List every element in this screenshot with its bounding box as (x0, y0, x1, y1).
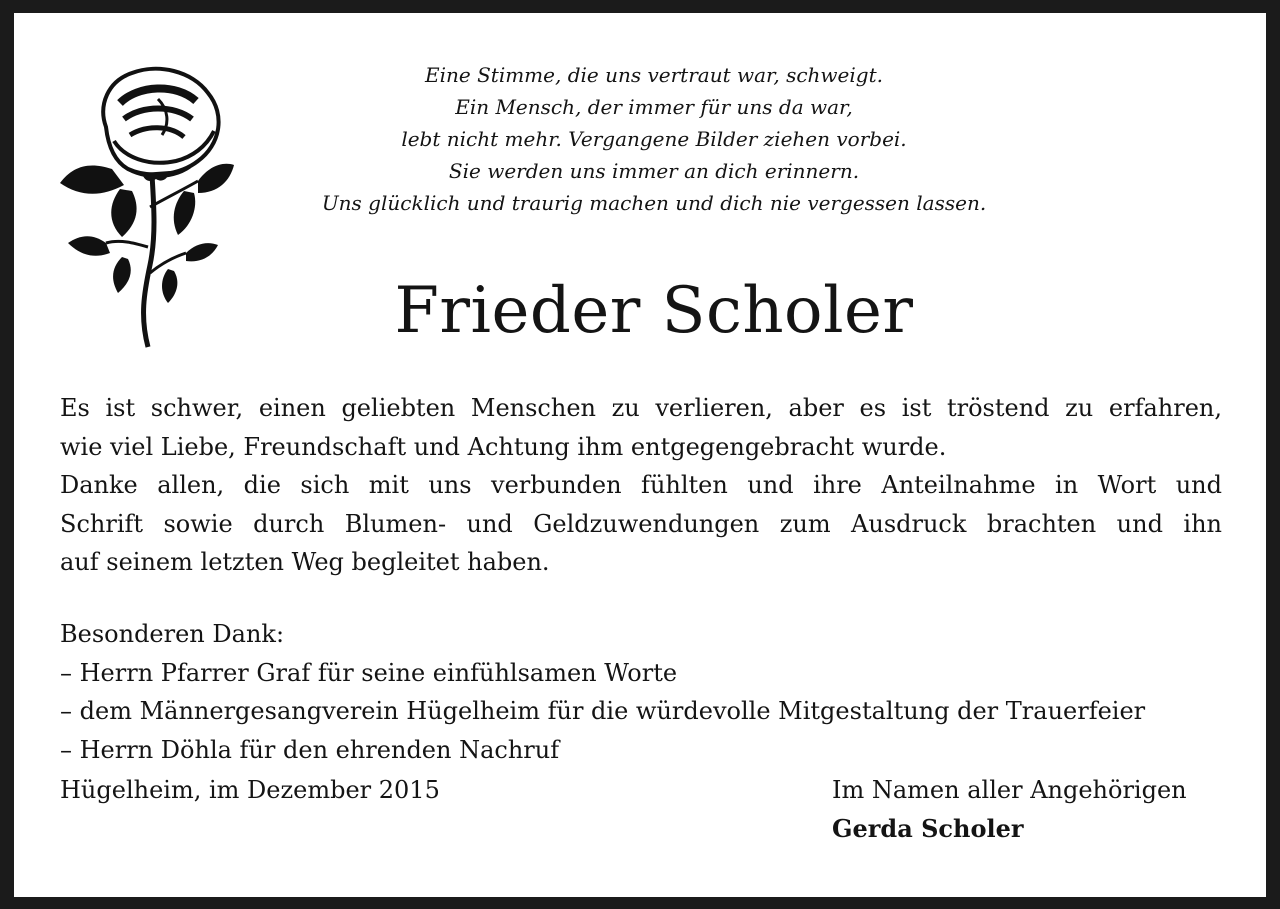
signature-block (832, 771, 1187, 848)
verse-line: Uns glücklich und traurig machen und dich nie vergessen lassen. (321, 191, 987, 215)
special-thanks (60, 615, 1145, 769)
verse-line: Eine Stimme, die uns vertraut war, schweigt. (425, 63, 883, 87)
verse-line: lebt nicht mehr. Vergangene Bilder ziehen vorbei. (401, 127, 907, 151)
thank-you-paragraph (60, 389, 1222, 582)
body-line: Es ist schwer, einen geliebten Menschen zu verlieren, aber es ist tröstend zu erfahren, (60, 394, 1222, 422)
obituary-notice (14, 13, 1266, 897)
signer-name: Gerda Scholer (832, 813, 1024, 843)
body-line: Danke allen, die sich mit uns verbunden fühlten und ihre Anteilnahme in Wort und (60, 471, 1222, 499)
thanks-heading: Besonderen Dank: (60, 620, 285, 648)
verse-line: Ein Mensch, der immer für uns da war, (455, 95, 853, 119)
place-date: Hügelheim, im Dezember 2015 (60, 776, 440, 804)
on-behalf-line: Im Namen aller Angehörigen (832, 776, 1187, 804)
body-line: Schrift sowie durch Blumen- und Geldzuwendungen zum Ausdruck brachten und ihn (60, 509, 1222, 538)
thanks-item: – Herrn Döhla für den ehrenden Nachruf (60, 735, 560, 764)
verse-line: Sie werden uns immer an dich erinnern. (448, 159, 860, 183)
thanks-item: – dem Männergesangverein Hügelheim für die würdevolle Mitgestaltung der Trauerfeier (60, 697, 1146, 725)
deceased-name: Frieder Scholer (394, 274, 914, 348)
thanks-item: – Herrn Pfarrer Graf für seine einfühlsamen Worte (60, 658, 678, 687)
body-line: wie viel Liebe, Freundschaft und Achtung ihm entgegengebracht wurde. (60, 432, 947, 461)
body-line: auf seinem letzten Weg begleitet haben. (60, 548, 550, 576)
rose-icon (58, 57, 234, 349)
memorial-verse (264, 59, 1044, 219)
